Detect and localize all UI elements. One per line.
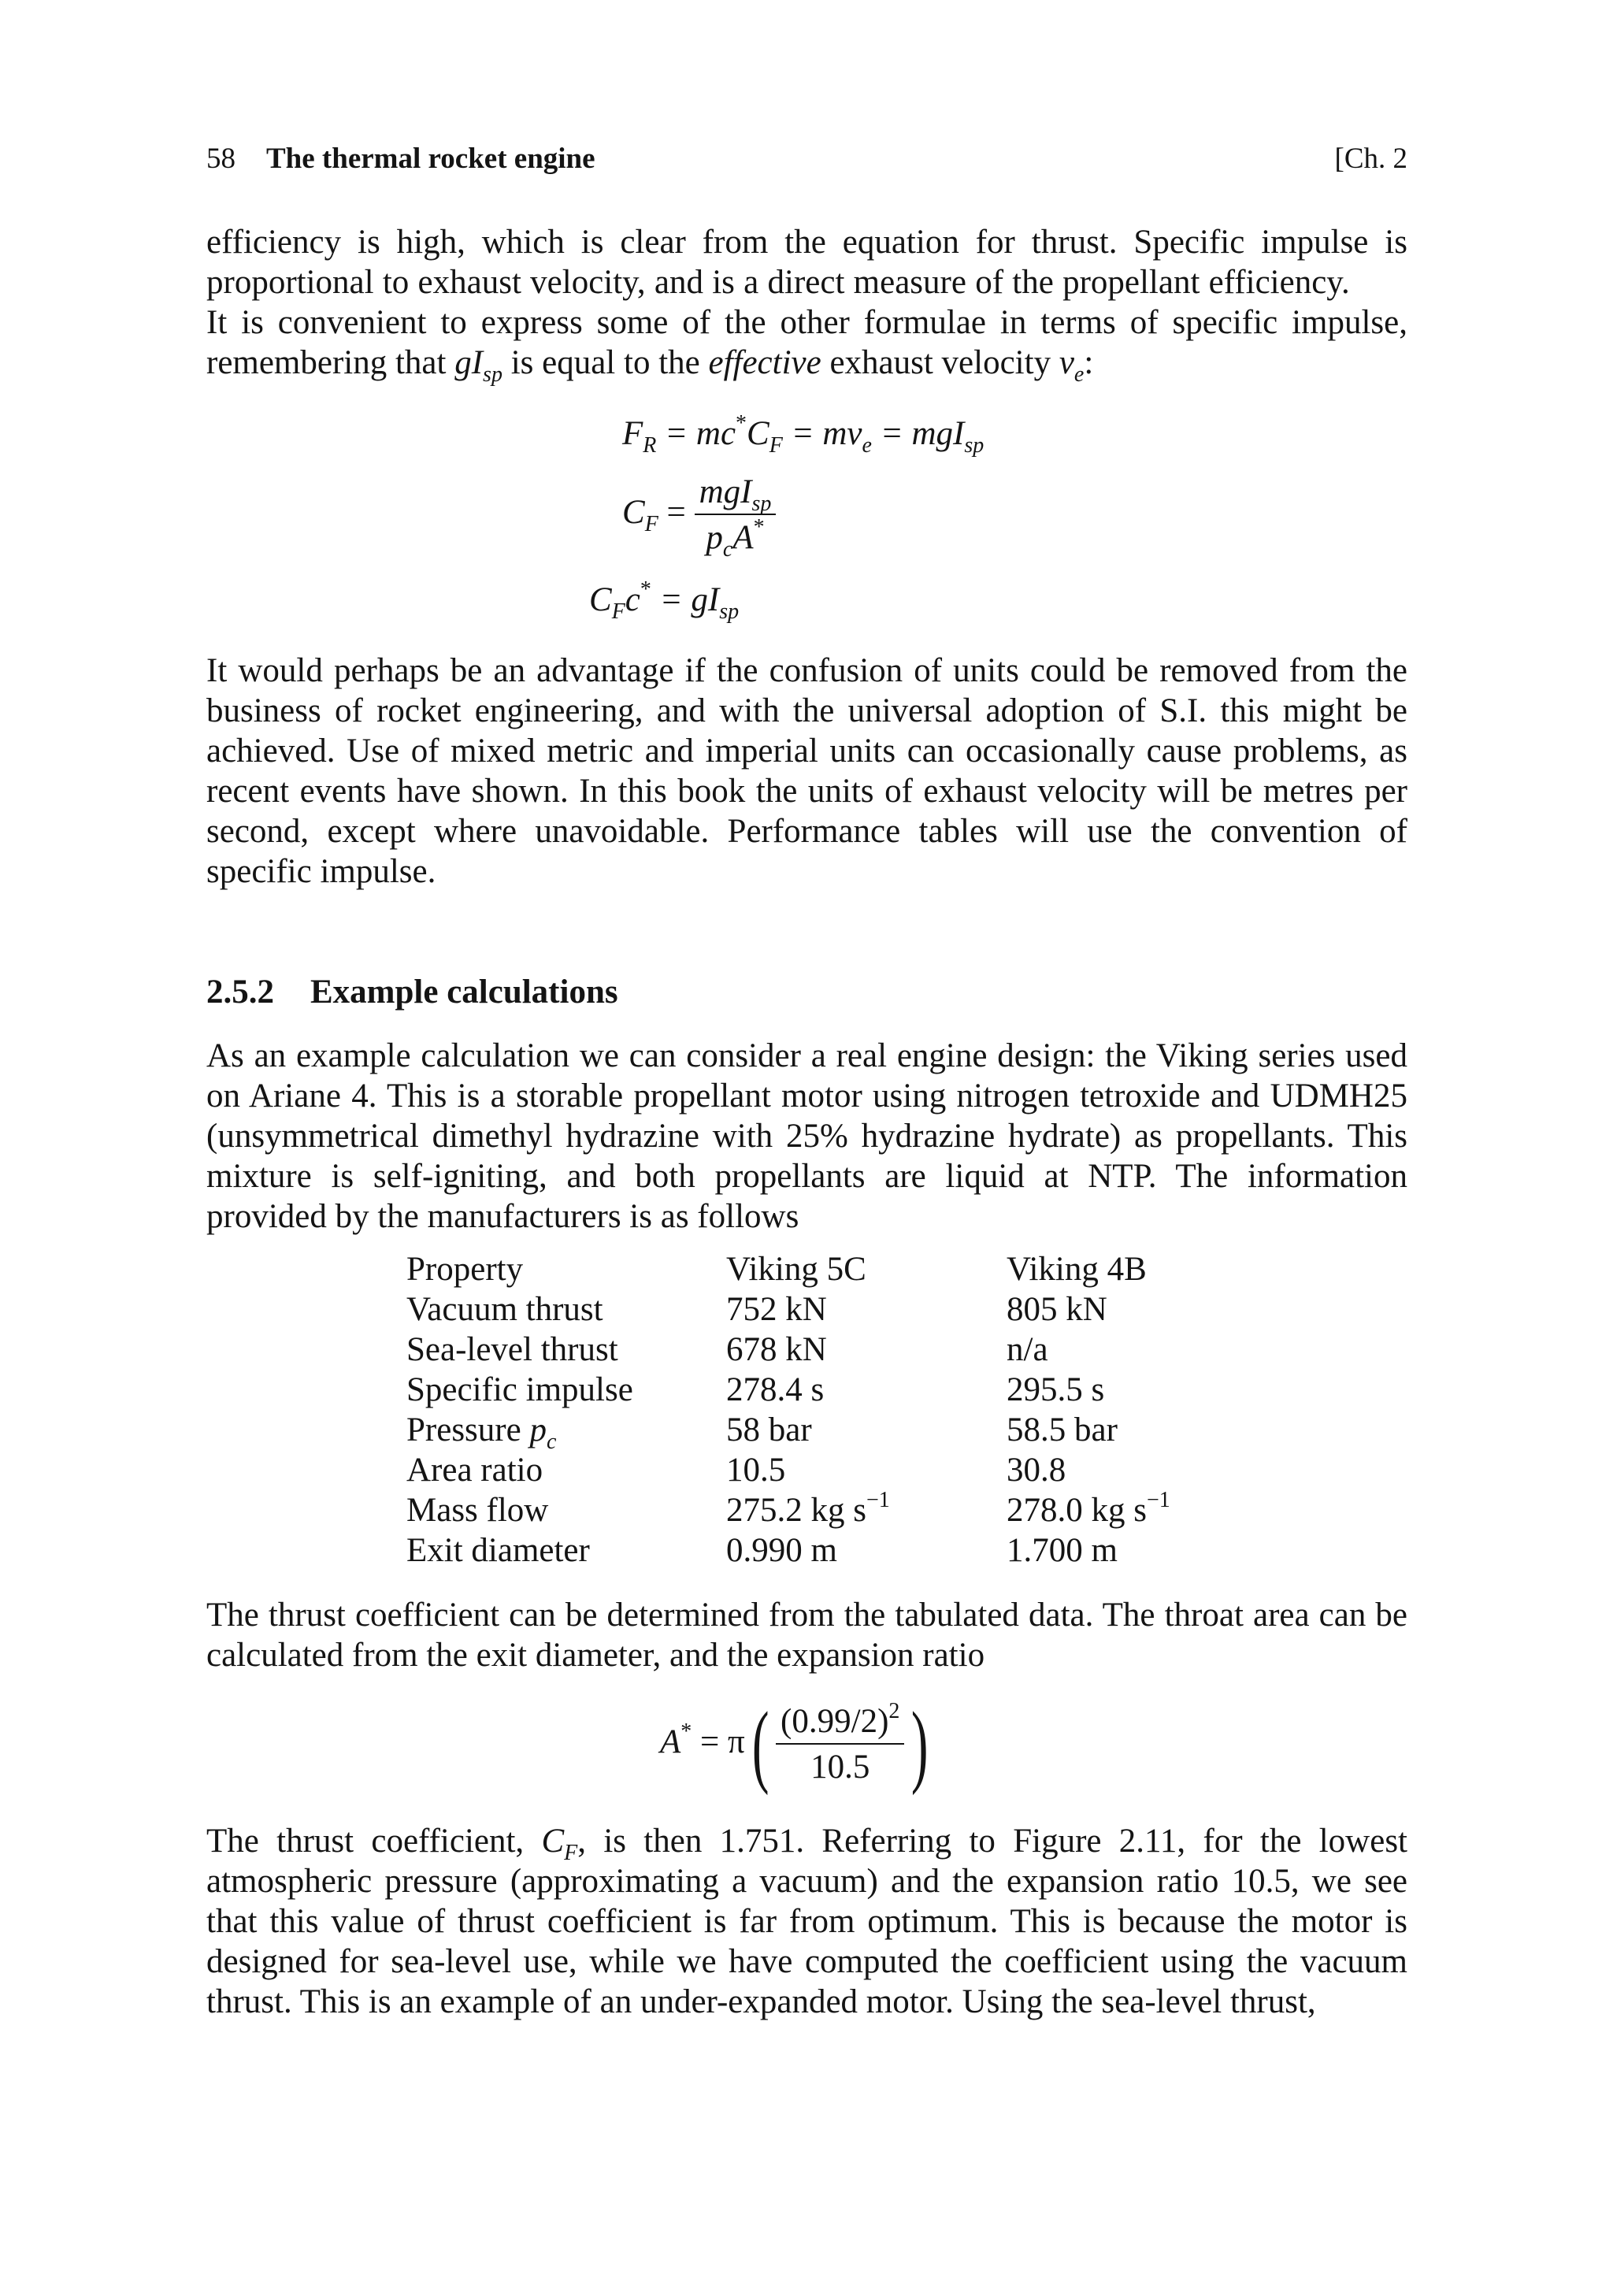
table-row	[406, 1330, 1170, 1370]
table-cell: Exit diameter	[406, 1532, 590, 1569]
section-heading	[206, 971, 618, 1014]
table-row	[406, 1410, 1170, 1450]
table-cell: 58.5 bar	[1007, 1411, 1118, 1448]
page-number: 58	[206, 143, 235, 175]
table-cell: 0.990 m	[726, 1532, 837, 1569]
table-cell: 30.8	[1007, 1452, 1066, 1489]
table-row	[406, 1490, 1170, 1530]
table-row	[406, 1289, 1170, 1330]
table-header-cell: Property	[406, 1251, 524, 1288]
paragraph-units: It would perhaps be an advantage if the confusion of units could be removed from the business of rocket engineering, and with the universal adoption of S.I. this might be achieved. Use of mixed metric and imperial units can occasionally cause problems, as recent events have shown. In this book the units of exhaust velocity will be metres per second, except where unavoidable. Performance tables will use the convention of specific impulse.	[206, 652, 1407, 890]
paragraph-viking: As an example calculation we can consider a real engine design: the Viking series used on Ariane 4. This is a storable propellant motor using nitrogen tetroxide and UDMH25 (unsymmetrical dimethyl hydrazine with 25% hydrazine hydrate) as propellants. This mixture is self-igniting, and both propellants are liquid at NTP. The information provided by the manufacturers is as follows	[206, 1037, 1407, 1235]
paragraph-thrust-coefficient: The thrust coefficient, $C_F$, is then 1.751. Referring to Figure 2.11, for the lowest atmospheric pressure (approximating a vacuum) and the expansion ratio 10.5, we see that this value of thrust coefficient is far from optimum. This is because the motor is designed for sea-level use, while we have computed the coefficient using the vacuum thrust. This is an example of an under-expanded motor. Using the sea-level thrust,	[206, 1823, 1407, 2020]
table-cell: 278.4 s	[726, 1371, 825, 1408]
table-cell: Pressure $p_c$	[406, 1411, 557, 1454]
equation-thrust: $F_R = mc^*C_F = mv_e = mgI_{sp}$	[622, 411, 984, 458]
table-cell: Vacuum thrust	[406, 1291, 603, 1328]
table-cell: 752 kN	[726, 1291, 827, 1328]
table-cell: n/a	[1007, 1331, 1048, 1368]
table-header-cell: Viking 5C	[726, 1251, 866, 1288]
equation-thrust-coefficient: $C_F$ = $\frac{mgI_{sp}}{p_cA^*}$	[622, 473, 776, 558]
table-row	[406, 1530, 1170, 1571]
table-cell: 1.700 m	[1007, 1532, 1118, 1569]
table-row	[406, 1450, 1170, 1490]
table-cell: 278.0 kg $s^{-1}$	[1007, 1488, 1170, 1529]
table-cell: Specific impulse	[406, 1371, 633, 1408]
chapter-label: [Ch. 2	[1334, 143, 1407, 175]
table-cell: 678 kN	[726, 1331, 827, 1368]
table-cell: 805 kN	[1007, 1291, 1107, 1328]
running-header	[206, 139, 1407, 180]
paragraph-efficiency: efficiency is high, which is clear from the equation for thrust. Specific impulse is proportional to exhaust velocity, and is a direct measure of the propellant efficiency. It is convenient to express some of the other formulae in terms of specific impulse, remembering that $gI_{sp}$ is equal to the effective exhaust velocity $v_e$:	[206, 224, 1407, 387]
table-cell: Mass flow	[406, 1492, 549, 1529]
table-cell: 58 bar	[726, 1411, 812, 1448]
section-number: 2.5.2	[206, 974, 274, 1011]
table-cell: Area ratio	[406, 1452, 543, 1489]
equation-cf-cstar: $C_Fc^* = gI_{sp}$	[589, 577, 740, 624]
table-cell: 295.5 s	[1007, 1371, 1105, 1408]
section-title: Example calculations	[310, 974, 618, 1011]
equation-throat-area: A* = π( $\frac{(0.99/2)^2}{10.5}$ )	[660, 1693, 929, 1796]
paragraph-throat-area: The thrust coefficient can be determined from the tabulated data. The throat area can be calculated from the exit diameter, and the expansion ratio	[206, 1597, 1407, 1674]
table-row	[406, 1370, 1170, 1410]
running-title: The thermal rocket engine	[266, 143, 595, 175]
table-cell: 10.5	[726, 1452, 786, 1489]
table-header-row	[406, 1249, 1170, 1289]
table-cell: 275.2 kg $s^{-1}$	[726, 1488, 890, 1529]
table-cell: Sea-level thrust	[406, 1331, 618, 1368]
viking-engine-table	[406, 1249, 1170, 1571]
table-header-cell: Viking 4B	[1007, 1251, 1147, 1288]
